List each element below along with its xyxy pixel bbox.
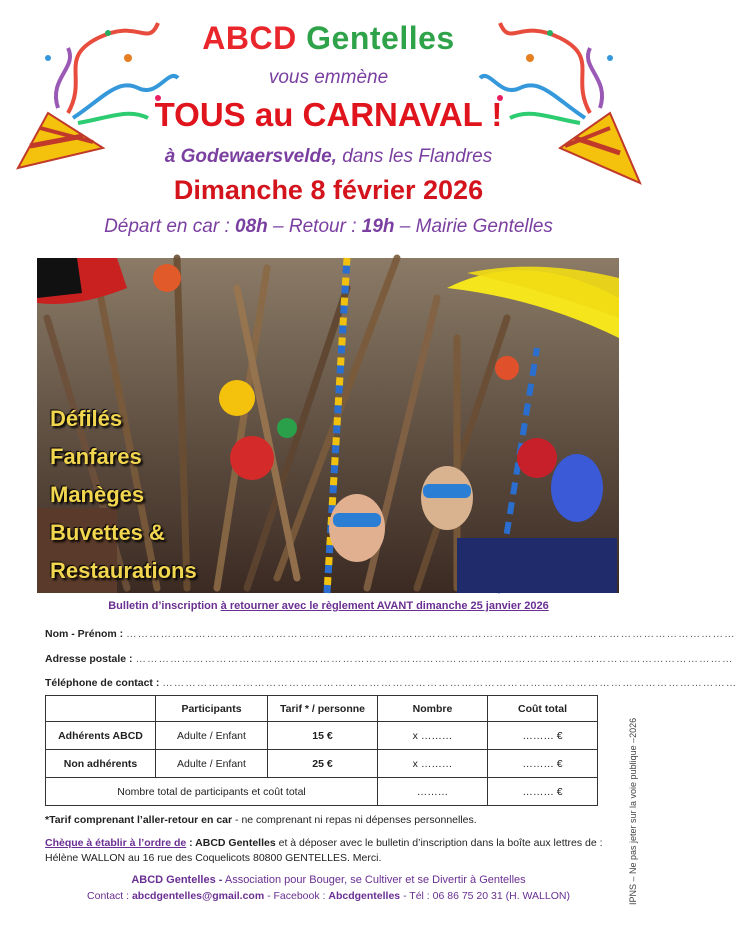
total-cell[interactable]: ……… € <box>488 750 598 778</box>
price-note <box>45 814 477 826</box>
association-name: ABCD Gentelles - <box>131 874 223 886</box>
depart-label: Départ en car : <box>104 216 230 237</box>
association-line <box>0 874 657 886</box>
activity-item: Manèges <box>50 482 145 507</box>
participants-cell: Adulte / Enfant <box>156 722 268 750</box>
price-note-rest: - ne comprenant ni repas ni dépenses personnelles. <box>232 814 477 826</box>
activity-item: Fanfares <box>50 444 142 469</box>
event-location <box>0 146 657 168</box>
carnival-photo <box>37 258 619 593</box>
bulletin-intro: Bulletin d’inscription <box>108 600 218 612</box>
org-name-part2: Gentelles <box>306 20 455 56</box>
table-header-row <box>46 696 598 722</box>
headline: TOUS au CARNAVAL ! <box>154 96 503 133</box>
table-total-row <box>46 778 598 806</box>
name-field-line: …………………………………………………………………………………………………………………………………………… <box>126 628 736 640</box>
phone-field-line: …………………………………………………………………………………………………………………………………… <box>162 677 737 689</box>
contact-email[interactable]: abcdgentelles@gmail.com <box>131 890 265 902</box>
table-row <box>46 722 598 750</box>
quantity-cell[interactable]: x ……… <box>378 750 488 778</box>
location-town: à Godewaersvelde, <box>164 146 337 167</box>
table-header: Coût total <box>488 696 598 722</box>
total-label: Nombre total de participants et coût total <box>46 778 378 806</box>
contact-prefix: Contact : <box>87 890 132 902</box>
payment-instructions <box>45 836 615 866</box>
address-field-label: Adresse postale : <box>45 653 133 665</box>
table-header: Nombre <box>378 696 488 722</box>
return-time: 19h <box>361 216 395 237</box>
ipns-side-note: IPNS – Ne pas jeter sur la voie publique –2026 <box>628 717 638 905</box>
total-quantity-cell[interactable]: ……… <box>378 778 488 806</box>
table-header: Participants <box>156 696 268 722</box>
grand-total-cell[interactable]: ……… € <box>488 778 598 806</box>
depart-time: 08h <box>235 216 268 237</box>
name-field[interactable] <box>45 628 736 640</box>
org-name-part1: ABCD <box>202 20 297 56</box>
return-label: – Retour : <box>273 216 357 237</box>
price-cell: 15 € <box>268 722 378 750</box>
phone-field-label: Téléphone de contact : <box>45 677 160 689</box>
facebook-handle[interactable]: Abcdgentelles <box>328 890 401 902</box>
row-label: Non adhérents <box>46 750 156 778</box>
activity-item: Restaurations <box>50 558 197 583</box>
association-description: Association pour Bouger, se Cultiver et se Divertir à Gentelles <box>222 874 526 886</box>
pricing-table <box>45 695 598 806</box>
table-row <box>46 750 598 778</box>
bulletin-heading <box>0 600 657 612</box>
contact-phone: - Tél : 06 86 75 20 31 (H. WALLON) <box>400 890 570 902</box>
row-label: Adhérents ABCD <box>46 722 156 750</box>
cheque-details: et à déposer avec le bulletin d’inscription dans la boîte aux lettres de : Hélène WALLON au 16 rue des Coquelicots 80800 GENTELLES. Merci. <box>45 837 603 864</box>
quantity-cell[interactable]: x ……… <box>378 722 488 750</box>
departure-info <box>0 216 657 238</box>
poster-header <box>0 0 657 255</box>
activity-item: Défilés <box>50 406 123 431</box>
meeting-point: – Mairie Gentelles <box>399 216 553 237</box>
table-header <box>46 696 156 722</box>
cheque-payee: : ABCD Gentelles <box>189 837 276 849</box>
phone-field[interactable] <box>45 677 737 689</box>
facebook-prefix: - Facebook : <box>264 890 329 902</box>
price-cell: 25 € <box>268 750 378 778</box>
address-field[interactable] <box>45 653 734 665</box>
participants-cell: Adulte / Enfant <box>156 750 268 778</box>
organization-title <box>0 20 657 57</box>
address-field-line: ………………………………………………………………………………………………………………………………………… <box>135 653 734 665</box>
bulletin-deadline: à retourner avec le règlement AVANT dimanche 25 janvier 2026 <box>220 600 549 612</box>
cheque-label: Chèque à établir à l’ordre de <box>45 837 187 849</box>
table-header: Tarif * / personne <box>268 696 378 722</box>
activities-list <box>50 400 197 590</box>
contact-line <box>0 890 657 902</box>
event-date: Dimanche 8 février 2026 <box>173 175 484 205</box>
name-field-label: Nom - Prénom : <box>45 628 124 640</box>
subtitle: vous emmène <box>268 67 389 88</box>
location-region: dans les Flandres <box>342 146 493 167</box>
activity-item: Buvettes & <box>50 520 165 545</box>
total-cell[interactable]: ……… € <box>488 722 598 750</box>
price-note-bold: *Tarif comprenant l’aller-retour en car <box>45 814 233 826</box>
